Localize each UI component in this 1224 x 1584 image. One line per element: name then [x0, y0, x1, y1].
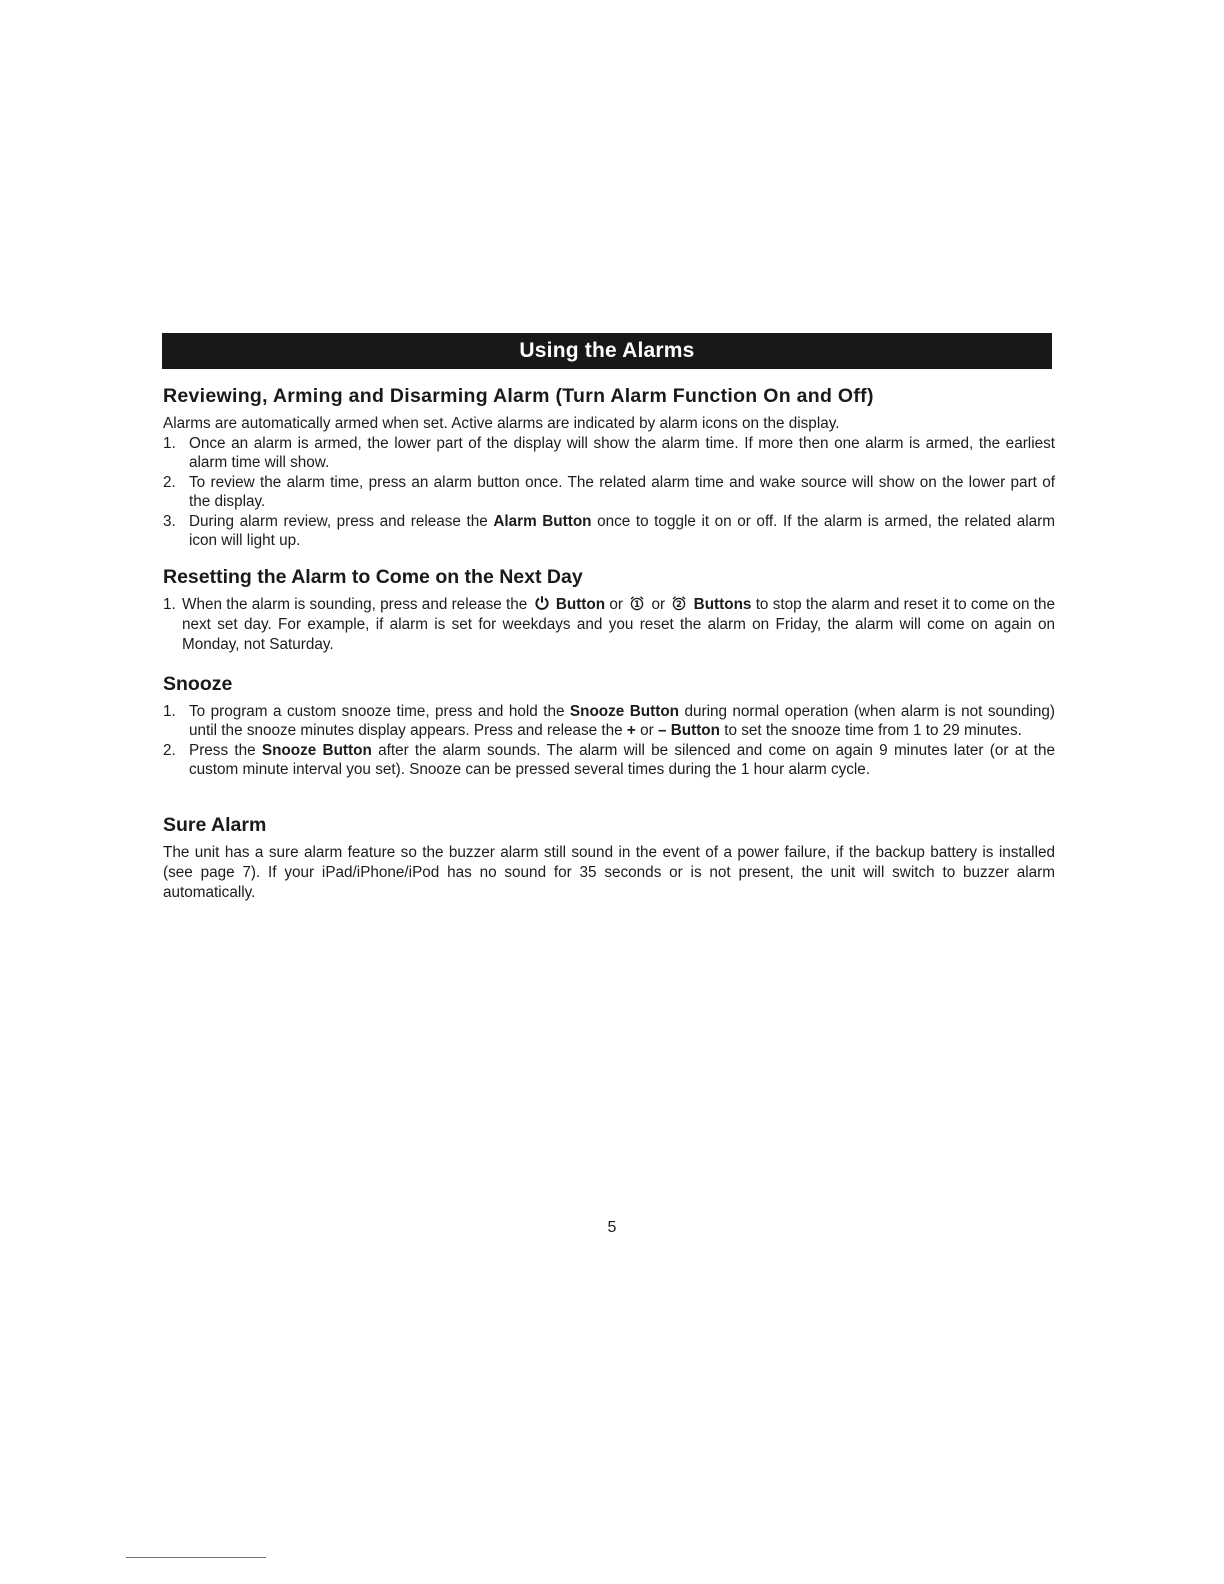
buttons-label: Buttons: [693, 596, 752, 613]
step-number: 3.: [163, 513, 176, 530]
plus-symbol: +: [626, 722, 636, 739]
alarm-2-icon: [671, 595, 687, 611]
step-number: 2.: [163, 474, 176, 491]
resetting-section: [163, 566, 1055, 656]
snooze-section: [163, 673, 1055, 780]
list-item: [163, 434, 1055, 472]
section-banner: [162, 333, 1052, 369]
alarm-1-icon: [629, 595, 645, 611]
snooze-button-label: Snooze Button: [261, 742, 372, 759]
list-item: [163, 595, 1055, 655]
list-item: [163, 512, 1055, 550]
banner-title: Using the Alarms: [519, 339, 695, 362]
svg-text:1: 1: [634, 600, 641, 610]
reviewing-steps: [163, 434, 1055, 550]
minus-button-label: – Button: [657, 722, 720, 739]
or-text: or: [635, 722, 658, 739]
step-text-pre: When the alarm is sounding, press and release the: [182, 596, 528, 613]
sure-alarm-section: [163, 814, 1055, 903]
snooze-title: Snooze: [163, 673, 233, 695]
list-item: [163, 473, 1055, 511]
button-label: Button: [555, 596, 606, 613]
step-number: 1.: [163, 703, 176, 720]
or-text: or: [651, 596, 666, 613]
step-text: Once an alarm is armed, the lower part of the display will show the alarm time. If more then one alarm is armed, the earliest alarm time will show.: [189, 435, 1055, 471]
reviewing-intro: Alarms are automatically armed when set. Active alarms are indicated by alarm icons on the display.: [163, 415, 840, 432]
step-text-post: to stop the alarm and reset it to come on the next set day. For example, if alarm is set for weekdays and you reset the alarm on Friday, the alarm will come on again on Monday, not Saturday.: [182, 596, 1056, 653]
or-text: or: [609, 596, 623, 613]
step-text-pre: Press the: [189, 742, 262, 759]
reviewing-title: Reviewing, Arming and Disarming Alarm (Turn Alarm Function On and Off): [163, 385, 874, 407]
page-number: 5: [607, 1219, 617, 1236]
list-item: [163, 702, 1055, 740]
power-icon: [534, 595, 550, 611]
step-text-pre: During alarm review, press and release the: [189, 513, 494, 530]
step-text-mid: during normal operation (when alarm is not sounding) until the snooze minutes display appears. Press and release the: [189, 703, 1055, 739]
step-text-post: after the alarm sounds. The alarm will be silenced and come on again 9 minutes later (or at the custom minute interval you set). Snooze can be pressed several times during the 1 hour alarm cycle.: [189, 742, 1055, 778]
snooze-steps: [163, 702, 1055, 779]
sure-alarm-title: Sure Alarm: [163, 814, 267, 836]
resetting-steps: [163, 595, 1055, 655]
sure-alarm-text: The unit has a sure alarm feature so the buzzer alarm still sound in the event of a power failure, if the backup battery is installed (see page 7). If your iPad/iPhone/iPod has no sound for 35 seconds or is not present, the unit will switch to buzzer alarm automatically.: [163, 844, 1055, 901]
step-number: 1.: [163, 435, 176, 452]
step-number: 2.: [163, 742, 176, 759]
step-text-post: once to toggle it on or off. If the alarm is armed, the related alarm icon will light up.: [189, 513, 1055, 549]
reviewing-section: [163, 385, 1055, 551]
step-number: 1.: [163, 596, 176, 613]
alarm-button-label: Alarm Button: [493, 513, 592, 530]
svg-text:2: 2: [676, 600, 683, 610]
step-text-post: to set the snooze time from 1 to 29 minutes.: [720, 722, 1022, 739]
step-text-pre: To program a custom snooze time, press and hold the: [189, 703, 570, 720]
footer-rule: [126, 1557, 266, 1558]
snooze-button-label: Snooze Button: [569, 703, 680, 720]
step-text: To review the alarm time, press an alarm button once. The related alarm time and wake source will show on the lower part of the display.: [189, 474, 1055, 510]
resetting-title: Resetting the Alarm to Come on the Next Day: [163, 566, 583, 588]
list-item: [163, 741, 1055, 779]
